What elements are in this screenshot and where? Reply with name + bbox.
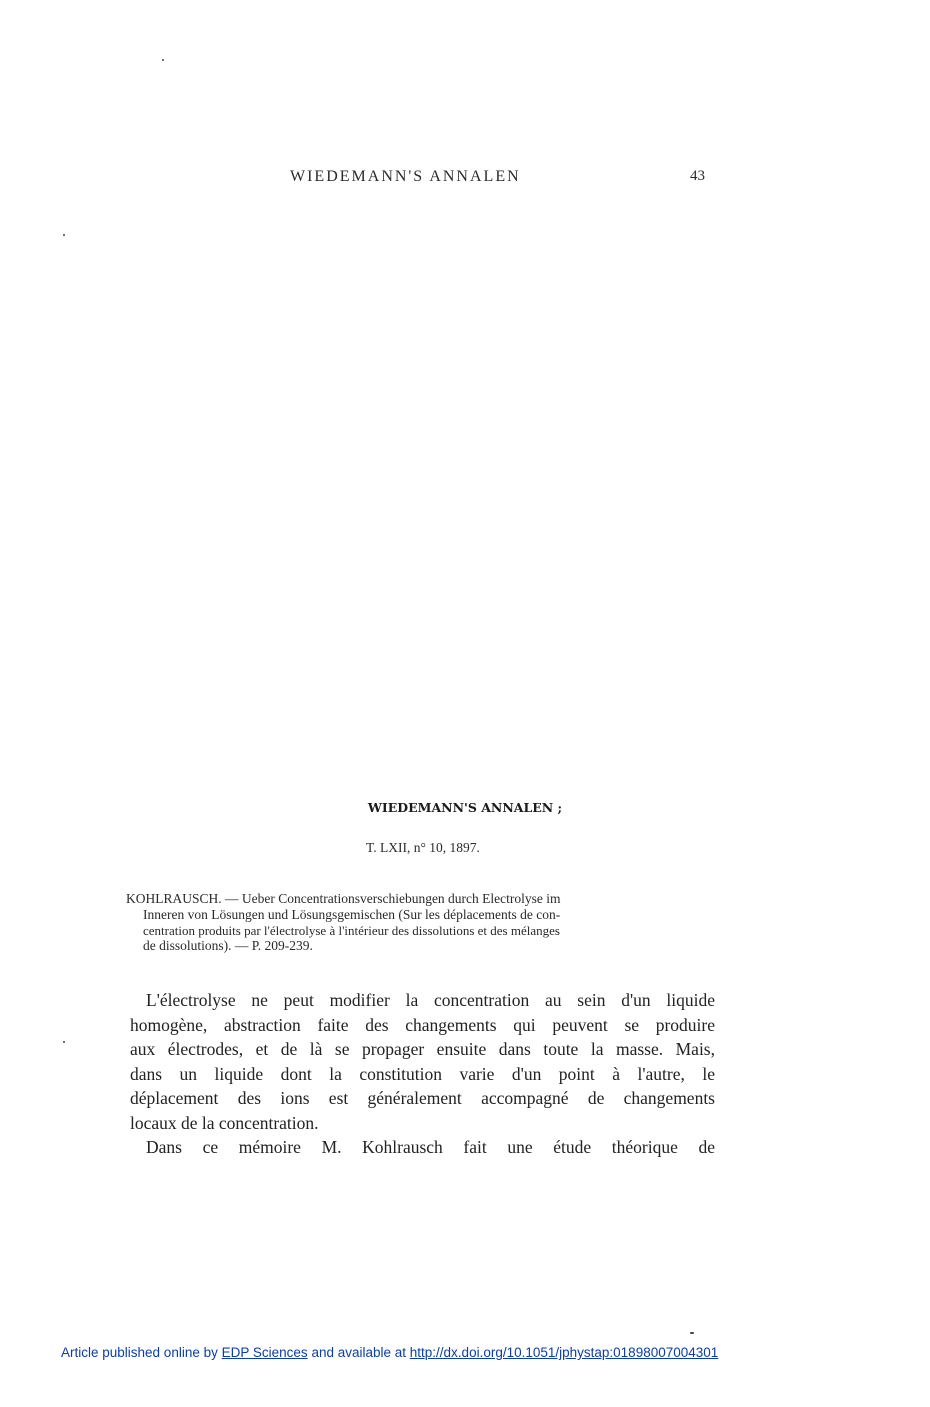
publisher-link[interactable]: EDP Sciences xyxy=(221,1345,308,1360)
body-text xyxy=(130,988,715,1160)
bibliography-entry xyxy=(127,891,715,954)
page-number: 43 xyxy=(690,168,705,184)
bibliography-line: centration produits par l'électrolyse à l'intérieur des dissolutions et des mélanges xyxy=(143,922,560,938)
bibliography-line: Inneren von Lösungen und Lösungsgemischen (Sur les déplacements de con- xyxy=(143,906,561,922)
body-line: locaux de la concentration. xyxy=(130,1112,319,1133)
scan-speck xyxy=(63,1041,65,1043)
running-title: WIEDEMANN'S ANNALEN xyxy=(290,168,521,185)
body-line: L'électrolyse ne peut modifier la concentration au sein d'un liquide xyxy=(146,990,715,1010)
body-line: homogène, abstraction faite des changements qui peuvent se produire xyxy=(130,1014,715,1035)
bibliography-line: de dissolutions). — P. 209-239. xyxy=(143,938,313,954)
issue-line: T. LXII, n° 10, 1897. xyxy=(366,840,480,855)
footer-middle: and available at xyxy=(311,1345,407,1360)
body-line: Dans ce mémoire M. Kohlrausch fait une étude théorique de xyxy=(146,1137,715,1157)
body-line: dans un liquide dont la constitution varie d'un point à l'autre, le xyxy=(130,1063,715,1084)
body-line: aux électrodes, et de là se propager ensuite dans toute la masse. Mais, xyxy=(130,1039,715,1059)
footer-prefix: Article published online by xyxy=(61,1345,218,1360)
scan-speck xyxy=(63,234,65,236)
section-title: WIEDEMANN'S ANNALEN ; xyxy=(367,800,563,815)
publication-footer xyxy=(61,1345,718,1360)
scan-speck xyxy=(690,1332,694,1334)
scan-speck xyxy=(162,59,164,61)
doi-link[interactable]: http://dx.doi.org/10.1051/jphystap:01898007004301 xyxy=(409,1345,719,1360)
body-line: déplacement des ions est généralement accompagné de changements xyxy=(130,1088,715,1108)
bibliography-line: KOHLRAUSCH. — Ueber Concentrationsverschiebungen durch Electrolyse im xyxy=(126,891,561,906)
